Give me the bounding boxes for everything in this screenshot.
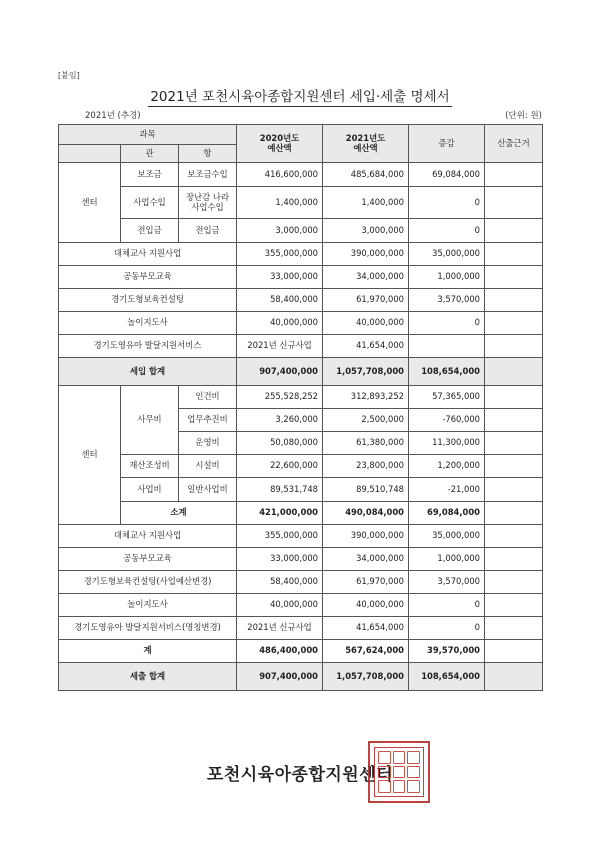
value-2020: 421,000,000 [237,502,323,525]
value-2021: 1,400,000 [323,187,409,219]
revenue-program-row [59,312,543,335]
budget-table [58,124,543,691]
expense-hang: 인건비 [179,386,237,409]
value-diff: 0 [409,312,485,335]
value-diff: -21,000 [409,478,485,502]
value-2020: 33,000,000 [237,548,323,571]
value-2021: 34,000,000 [323,548,409,571]
expense-row [59,478,543,502]
value-2020: 3,000,000 [237,219,323,243]
expense-office-label: 사무비 [121,386,179,455]
value-2021: 390,000,000 [323,525,409,548]
expense-subtotal-row [59,502,543,525]
value-2021: 485,684,000 [323,163,409,187]
value-diff: 108,654,000 [409,663,485,691]
value-2021: 2,500,000 [323,409,409,432]
value-2020: 486,400,000 [237,640,323,663]
header-basis: 산출근거 [485,125,543,163]
value-2021: 23,800,000 [323,455,409,478]
value-2020: 58,400,000 [237,289,323,312]
unit-label: (단위: 원) [505,111,542,121]
expense-program-row [59,525,543,548]
basis-cell [485,409,543,432]
value-diff: 0 [409,594,485,617]
expense-center-label: 센터 [59,386,121,525]
seal-glyph-pattern [378,751,420,793]
value-2020: 40,000,000 [237,594,323,617]
value-2020: 416,600,000 [237,163,323,187]
header-row-1 [59,125,543,145]
value-2020: 50,080,000 [237,432,323,455]
basis-cell [485,386,543,409]
expense-program-total-label: 계 [59,640,237,663]
period-label: 2021년 (추경) [85,111,141,121]
basis-cell [485,478,543,502]
expense-program-row [59,594,543,617]
expense-gwan: 사업비 [121,478,179,502]
revenue-total-row [59,358,543,386]
value-2021: 61,970,000 [323,289,409,312]
value-diff [409,335,485,358]
expense-hang: 업무추진비 [179,409,237,432]
revenue-gwan: 사업수입 [121,187,179,219]
value-2020: 3,260,000 [237,409,323,432]
basis-cell [485,335,543,358]
value-diff: 69,084,000 [409,163,485,187]
value-2021: 1,057,708,000 [323,663,409,691]
basis-cell [485,571,543,594]
basis-cell [485,358,543,386]
value-2020: 1,400,000 [237,187,323,219]
expense-program-row [59,571,543,594]
value-diff: 1,000,000 [409,548,485,571]
header-2020: 2020년도 예산액 [237,125,323,163]
basis-cell [485,289,543,312]
value-diff: 69,084,000 [409,502,485,525]
expense-gwan: 재산조성비 [121,455,179,478]
basis-cell [485,594,543,617]
expense-total-label: 세출 합계 [59,663,237,691]
value-2020: 2021년 신규사업 [237,617,323,640]
basis-cell [485,455,543,478]
revenue-program-row [59,266,543,289]
expense-total-row [59,663,543,691]
expense-row [59,455,543,478]
revenue-hang: 장난감 나라 사업수입 [179,187,237,219]
revenue-program-row [59,289,543,312]
value-2021: 89,510,748 [323,478,409,502]
value-2020: 907,400,000 [237,663,323,691]
value-2020: 2021년 신규사업 [237,335,323,358]
value-2021: 3,000,000 [323,219,409,243]
value-2020: 33,000,000 [237,266,323,289]
revenue-gwan: 전입금 [121,219,179,243]
basis-cell [485,663,543,691]
value-diff: 3,570,000 [409,571,485,594]
program-name: 경기도형보육컨설팅(사업예산변경) [59,571,237,594]
value-2021: 40,000,000 [323,594,409,617]
header-hang: 항 [179,145,237,163]
basis-cell [485,312,543,335]
header-gwan: 관 [121,145,179,163]
value-2021: 312,893,252 [323,386,409,409]
basis-cell [485,163,543,187]
value-2020: 355,000,000 [237,525,323,548]
value-2020: 89,531,748 [237,478,323,502]
basis-cell [485,640,543,663]
revenue-gwan: 보조금 [121,163,179,187]
value-2020: 355,000,000 [237,243,323,266]
document-title: 2021년 포천시육아종합지원센터 세입·세출 명세서 [150,89,450,105]
header-gwan-spacer [59,145,121,163]
value-2021: 490,084,000 [323,502,409,525]
value-diff: 0 [409,219,485,243]
value-diff: 35,000,000 [409,525,485,548]
value-2021: 61,970,000 [323,571,409,594]
basis-cell [485,502,543,525]
program-name: 대체교사 지원사업 [59,243,237,266]
value-diff: 108,654,000 [409,358,485,386]
value-2021: 1,057,708,000 [323,358,409,386]
value-2021: 41,654,000 [323,335,409,358]
expense-program-row [59,617,543,640]
header-2021: 2021년도 예산액 [323,125,409,163]
program-name: 놀이지도사 [59,312,237,335]
revenue-total-label: 세입 합계 [59,358,237,386]
value-2021: 567,624,000 [323,640,409,663]
revenue-row [59,187,543,219]
basis-cell [485,432,543,455]
value-diff: 11,300,000 [409,432,485,455]
basis-cell [485,187,543,219]
revenue-hang: 전입금 [179,219,237,243]
basis-cell [485,243,543,266]
program-name: 경기도영유아 발달지원서비스 [59,335,237,358]
expense-subtotal-label: 소계 [121,502,237,525]
expense-program-total-row [59,640,543,663]
value-2021: 41,654,000 [323,617,409,640]
value-diff: 39,570,000 [409,640,485,663]
program-name: 놀이지도사 [59,594,237,617]
revenue-row [59,219,543,243]
header-diff: 증감 [409,125,485,163]
value-2020: 40,000,000 [237,312,323,335]
value-2020: 907,400,000 [237,358,323,386]
value-2021: 61,380,000 [323,432,409,455]
basis-cell [485,266,543,289]
value-2020: 22,600,000 [237,455,323,478]
value-2021: 40,000,000 [323,312,409,335]
value-diff: 1,200,000 [409,455,485,478]
program-name: 경기도형보육컨설팅 [59,289,237,312]
value-2021: 34,000,000 [323,266,409,289]
value-diff: 35,000,000 [409,243,485,266]
value-2020: 58,400,000 [237,571,323,594]
expense-hang: 일반사업비 [179,478,237,502]
value-diff: 0 [409,187,485,219]
value-diff: 0 [409,617,485,640]
expense-row [59,386,543,409]
revenue-program-row [59,243,543,266]
value-diff: 3,570,000 [409,289,485,312]
revenue-hang: 보조금수입 [179,163,237,187]
program-name: 공동부모교육 [59,266,237,289]
expense-hang: 시설비 [179,455,237,478]
revenue-center-label: 센터 [59,163,121,243]
attachment-label: [붙임] [58,71,80,80]
revenue-program-row [59,335,543,358]
revenue-row [59,163,543,187]
program-name: 대체교사 지원사업 [59,525,237,548]
header-account: 과목 [59,125,237,145]
basis-cell [485,525,543,548]
value-diff: -760,000 [409,409,485,432]
basis-cell [485,219,543,243]
expense-program-row [59,548,543,571]
basis-cell [485,617,543,640]
value-2021: 390,000,000 [323,243,409,266]
official-seal-stamp [368,741,430,803]
expense-hang: 운영비 [179,432,237,455]
organization-name: 포천시육아종합지원센터 [206,765,394,785]
program-name: 경기도영유아 발달지원서비스(명칭변경) [59,617,237,640]
value-diff: 1,000,000 [409,266,485,289]
value-2020: 255,528,252 [237,386,323,409]
basis-cell [485,548,543,571]
program-name: 공동부모교육 [59,548,237,571]
value-diff: 57,365,000 [409,386,485,409]
